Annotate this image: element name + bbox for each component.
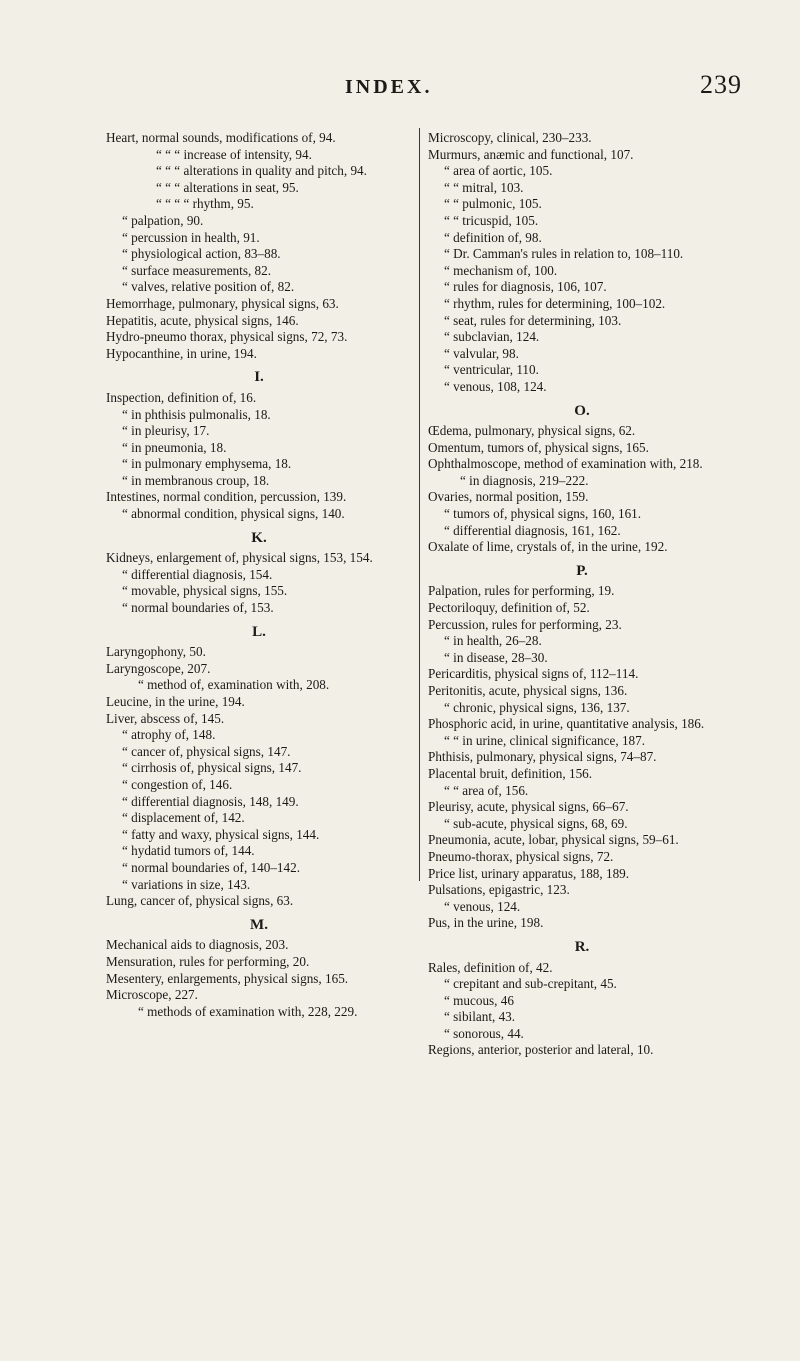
index-subentry: “ differential diagnosis, 161, 162. [444, 522, 621, 538]
index-entry: Lung, cancer of, physical signs, 63. [106, 893, 294, 909]
index-subentry: “ displacement of, 142. [122, 810, 245, 826]
index-entry: Pulsations, epigastric, 123. [428, 882, 570, 898]
index-entry: Hemorrhage, pulmonary, physical signs, 63. [106, 295, 339, 311]
index-subentry: “ differential diagnosis, 154. [122, 566, 273, 582]
index-subentry: “ in diagnosis, 219–222. [460, 472, 589, 488]
section-letter: M. [250, 916, 268, 933]
section-letter: R. [574, 938, 590, 955]
index-entry: Phosphoric acid, in urine, quantitative analysis, 186. [428, 716, 705, 732]
index-subentry: “ methods of examination with, 228, 229. [138, 1003, 358, 1019]
index-entry: Pneumonia, acute, lobar, physical signs, 59–61. [428, 832, 679, 848]
index-entry: Microscopy, clinical, 230–233. [428, 130, 592, 145]
index-subentry: “ fatty and waxy, physical signs, 144. [122, 826, 320, 842]
index-subentry: “ hydatid tumors of, 144. [122, 843, 255, 859]
index-subentry: “ mechanism of, 100. [444, 262, 558, 278]
index-entry: Liver, abscess of, 145. [106, 710, 225, 726]
index-subentry: “ “ pulmonic, 105. [444, 196, 542, 212]
section-letter: K. [251, 529, 267, 546]
index-entry: Heart, normal sounds, modifications of, 94. [106, 130, 336, 145]
index-subentry: “ palpation, 90. [122, 212, 204, 228]
index-entry: Percussion, rules for performing, 23. [428, 616, 622, 632]
index-subentry: “ abnormal condition, physical signs, 140. [122, 506, 345, 522]
index-subentry: “ venous, 124. [444, 898, 521, 914]
index-entry: Hydro-pneumo thorax, physical signs, 72, 73. [106, 329, 348, 345]
index-entry: Ovaries, normal position, 159. [428, 489, 589, 505]
index-entry: Mensuration, rules for performing, 20. [106, 953, 310, 969]
index-entry: Pneumo-thorax, physical signs, 72. [428, 848, 614, 864]
right-index-column [428, 130, 736, 1059]
index-entry: Oxalate of lime, crystals of, in the urine, 192. [428, 539, 668, 555]
index-subentry: “ physiological action, 83–88. [122, 246, 281, 262]
index-subentry: “ tumors of, physical signs, 160, 161. [444, 506, 642, 522]
index-subentry: “ differential diagnosis, 148, 149. [122, 793, 299, 809]
index-entry: Omentum, tumors of, physical signs, 165. [428, 439, 649, 455]
index-subentry: “ “ “ increase of intensity, 94. [156, 146, 312, 162]
index-entry: Microscope, 227. [106, 987, 198, 1003]
index-entry: Mechanical aids to diagnosis, 203. [106, 937, 289, 953]
index-subentry: “ Dr. Camman's rules in relation to, 108–110. [444, 246, 684, 262]
index-subentry: “ subclavian, 124. [444, 329, 540, 345]
index-subentry: “ atrophy of, 148. [122, 727, 216, 743]
index-entry: Phthisis, pulmonary, physical signs, 74–87. [428, 749, 657, 765]
index-entry: Pericarditis, physical signs of, 112–114. [428, 666, 639, 682]
index-entry: Price list, urinary apparatus, 188, 189. [428, 865, 630, 881]
index-subentry: “ variations in size, 143. [122, 876, 251, 892]
page-number: 239 [700, 70, 742, 99]
index-subentry: “ sub-acute, physical signs, 68, 69. [444, 815, 628, 831]
index-subentry: “ rhythm, rules for determining, 100–102. [444, 295, 666, 311]
index-subentry: “ cirrhosis of, physical signs, 147. [122, 760, 302, 776]
index-entry: Pus, in the urine, 198. [428, 915, 544, 931]
index-entry: Leucine, in the urine, 194. [106, 694, 245, 709]
index-subentry: “ definition of, 98. [444, 229, 542, 245]
index-subentry: “ cancer of, physical signs, 147. [122, 743, 291, 759]
index-subentry: “ movable, physical signs, 155. [122, 583, 288, 599]
section-letter: I. [254, 369, 264, 386]
index-entry: Kidneys, enlargement of, physical signs, 153, 154. [106, 550, 373, 566]
index-entry: Ophthalmoscope, method of examination with, 218. [428, 456, 703, 472]
index-entry: Œdema, pulmonary, physical signs, 62. [428, 423, 636, 439]
index-subentry: “ in disease, 28–30. [444, 649, 548, 665]
index-entry: Pectoriloquy, definition of, 52. [428, 600, 590, 616]
index-subentry: “ in phthisis pulmonalis, 18. [122, 406, 271, 422]
index-entry: Rales, definition of, 42. [428, 959, 553, 975]
index-subentry: “ “ “ alterations in quality and pitch, 94. [156, 163, 367, 179]
index-subentry: “ crepitant and sub-crepitant, 45. [444, 976, 617, 992]
index-subentry: “ sonorous, 44. [444, 1025, 524, 1041]
index-subentry: “ in pleurisy, 17. [122, 423, 210, 439]
section-letter: L. [252, 623, 266, 640]
index-subentry: “ congestion of, 146. [122, 776, 233, 792]
index-subentry: “ “ area of, 156. [444, 782, 529, 798]
index-entry: Hypocanthine, in urine, 194. [106, 345, 257, 361]
index-entry: Pleurisy, acute, physical signs, 66–67. [428, 799, 629, 815]
index-subentry: “ in pulmonary emphysema, 18. [122, 456, 292, 472]
index-subentry: “ method of, examination with, 208. [138, 677, 330, 693]
section-letter: P. [576, 562, 588, 579]
left-index-column [106, 130, 412, 1020]
index-subentry: “ in pneumonia, 18. [122, 439, 227, 455]
index-entry: Murmurs, anæmic and functional, 107. [428, 146, 634, 162]
index-entry: Hepatitis, acute, physical signs, 146. [106, 312, 299, 328]
index-subentry: “ “ in urine, clinical significance, 187. [444, 732, 646, 748]
index-subentry: “ “ “ alterations in seat, 95. [156, 179, 299, 195]
section-letter: O. [574, 402, 590, 419]
index-subentry: “ area of aortic, 105. [444, 163, 553, 179]
index-entry: Mesentery, enlargements, physical signs, 165. [106, 970, 349, 986]
index-subentry: “ valves, relative position of, 82. [122, 279, 295, 295]
index-subentry: “ seat, rules for determining, 103. [444, 312, 622, 328]
index-subentry: “ mucous, 46 [444, 992, 514, 1008]
index-subentry: “ normal boundaries of, 140–142. [122, 859, 300, 875]
index-entry: Placental bruit, definition, 156. [428, 765, 593, 781]
index-subentry: “ in health, 26–28. [444, 633, 542, 649]
running-title: INDEX. [345, 76, 433, 98]
index-entry: Peritonitis, acute, physical signs, 136. [428, 683, 628, 698]
index-entry: Inspection, definition of, 16. [106, 389, 257, 405]
index-subentry: “ “ mitral, 103. [444, 179, 524, 195]
index-subentry: “ in membranous croup, 18. [122, 472, 270, 488]
column-divider [419, 128, 420, 881]
index-subentry: “ “ tricuspid, 105. [444, 212, 539, 228]
index-entry: Palpation, rules for performing, 19. [428, 583, 615, 599]
index-subentry: “ venous, 108, 124. [444, 378, 547, 394]
index-entry: Laryngoscope, 207. [106, 660, 211, 676]
index-subentry: “ sibilant, 43. [444, 1009, 516, 1025]
index-subentry: “ valvular, 98. [444, 345, 519, 361]
index-entry: Laryngophony, 50. [106, 644, 206, 660]
index-subentry: “ surface measurements, 82. [122, 262, 272, 278]
index-subentry: “ percussion in health, 91. [122, 229, 260, 245]
index-subentry: “ rules for diagnosis, 106, 107. [444, 279, 607, 295]
index-subentry: “ normal boundaries of, 153. [122, 600, 274, 616]
index-entry: Intestines, normal condition, percussion, 139. [106, 489, 347, 505]
index-subentry: “ ventricular, 110. [444, 362, 539, 378]
index-subentry: “ chronic, physical signs, 136, 137. [444, 699, 630, 715]
index-entry: Regions, anterior, posterior and lateral, 10. [428, 1042, 654, 1058]
index-subentry: “ “ “ “ rhythm, 95. [156, 196, 254, 212]
